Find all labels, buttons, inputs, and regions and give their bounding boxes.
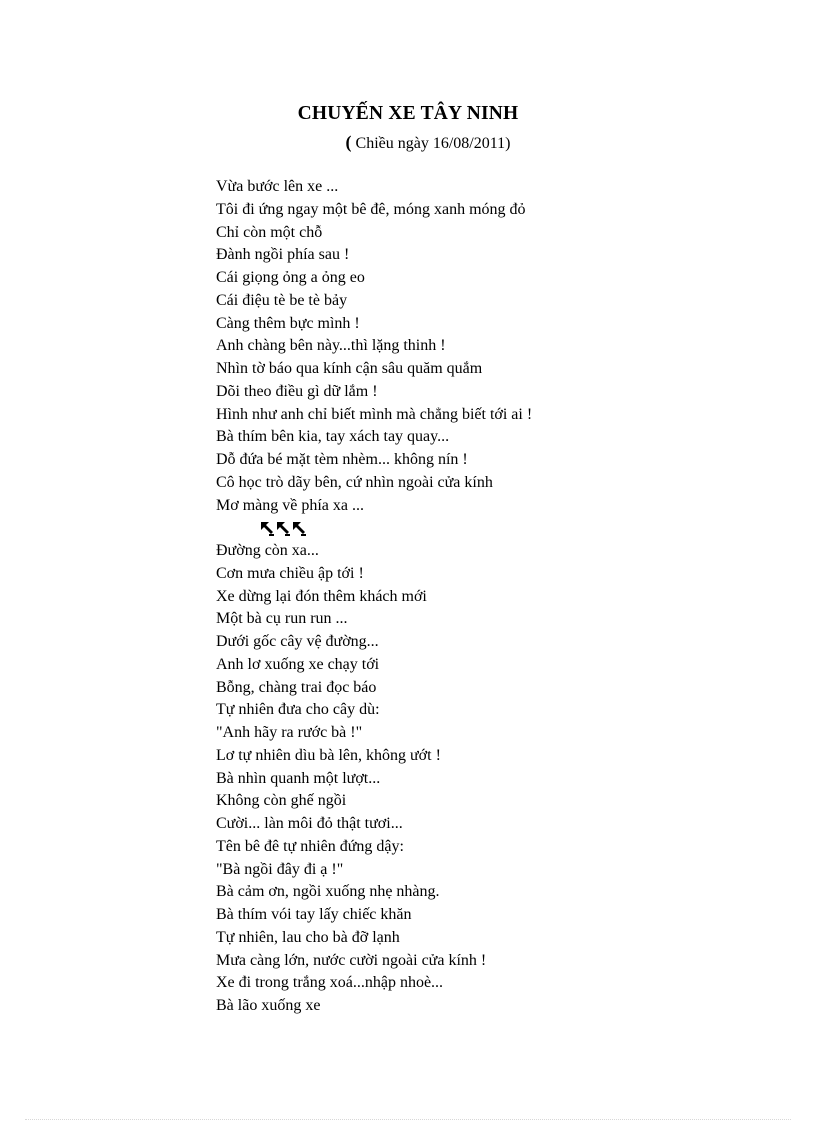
poem-title: CHUYẾN XE TÂY NINH bbox=[297, 103, 519, 124]
poem-line: Không còn ghế ngồi bbox=[216, 792, 347, 810]
poem-line: "Bà ngồi đây đi ạ !" bbox=[216, 860, 344, 878]
poem-line: Nhìn tờ báo qua kính cận sâu quăm quắm bbox=[216, 360, 483, 377]
subtitle-text: Chiều ngày 16/08/2011) bbox=[351, 135, 511, 152]
poem-line: Cười... làn môi đỏ thật tươi... bbox=[216, 815, 403, 832]
poem-line: Cơn mưa chiều ập tới ! bbox=[216, 564, 364, 582]
poem-line: Dõi theo điều gì dữ lắm ! bbox=[216, 382, 378, 400]
poem-line: Bà thím bên kia, tay xách tay quay... bbox=[216, 428, 450, 446]
page-bottom-divider bbox=[25, 1119, 791, 1120]
poem-line: Tự nhiên đưa cho cây dù: bbox=[216, 701, 380, 719]
poem-line: Một bà cụ run run ... bbox=[216, 610, 348, 628]
poem-line: Anh lơ xuống xe chạy tới bbox=[216, 655, 380, 673]
poem-date-subtitle bbox=[0, 132, 816, 153]
poem-line: Tôi đi ứng ngay một bê đê, móng xanh móng đỏ bbox=[216, 200, 526, 218]
poem-line: Vừa bước lên xe ... bbox=[216, 178, 339, 195]
poem-line: Càng thêm bực mình ! bbox=[216, 314, 360, 332]
poem-line: Xe đi trong trắng xoá...nhập nhoè... bbox=[216, 974, 444, 992]
poem-line: Đường còn xa... bbox=[216, 542, 319, 559]
poem-body bbox=[216, 176, 532, 1018]
poem-line: Cô học trò dãy bên, cứ nhìn ngoài cửa kính bbox=[216, 473, 493, 491]
subtitle-open-paren: ( bbox=[345, 132, 352, 152]
stanza-divider bbox=[216, 517, 532, 540]
poem-line: Mưa càng lớn, nước cười ngoài cửa kính ! bbox=[216, 951, 487, 969]
poem-line: Bà nhìn quanh một lượt... bbox=[216, 769, 381, 787]
poem-line: Bà lão xuống xe bbox=[216, 997, 321, 1014]
poem-line: Dỗ đứa bé mặt tèm nhèm... không nín ! bbox=[216, 451, 468, 468]
poem-line: Hình như anh chỉ biết mình mà chẳng biết tới ai ! bbox=[216, 405, 533, 423]
poem-line: Cái điệu tè be tè bảy bbox=[216, 291, 348, 309]
poem-line: Đành ngồi phía sau ! bbox=[216, 246, 350, 264]
triple-arrow-ornament-icon bbox=[260, 521, 312, 537]
poem-line: Tên bê đê tự nhiên đứng dậy: bbox=[216, 837, 404, 855]
poem-line: Bà cảm ơn, ngồi xuống nhẹ nhàng. bbox=[216, 883, 440, 901]
poem-line: Anh chàng bên này...thì lặng thinh ! bbox=[216, 337, 446, 355]
poem-line: Xe dừng lại đón thêm khách mới bbox=[216, 587, 427, 605]
poem-line: Bà thím vói tay lấy chiếc khăn bbox=[216, 906, 412, 923]
poem-line: Tự nhiên, lau cho bà đỡ lạnh bbox=[216, 928, 400, 946]
poem-line: "Anh hãy ra rước bà !" bbox=[216, 724, 363, 741]
poem-line: Cái giọng ỏng a ỏng eo bbox=[216, 269, 365, 286]
poem-line: Bỗng, chàng trai đọc báo bbox=[216, 678, 377, 696]
poem-line: Dưới gốc cây vệ đường... bbox=[216, 633, 379, 650]
poem-line: Mơ màng về phía xa ... bbox=[216, 496, 364, 514]
poem-line: Chỉ còn một chỗ bbox=[216, 223, 323, 241]
poem-line: Lơ tự nhiên dìu bà lên, không ướt ! bbox=[216, 746, 441, 764]
